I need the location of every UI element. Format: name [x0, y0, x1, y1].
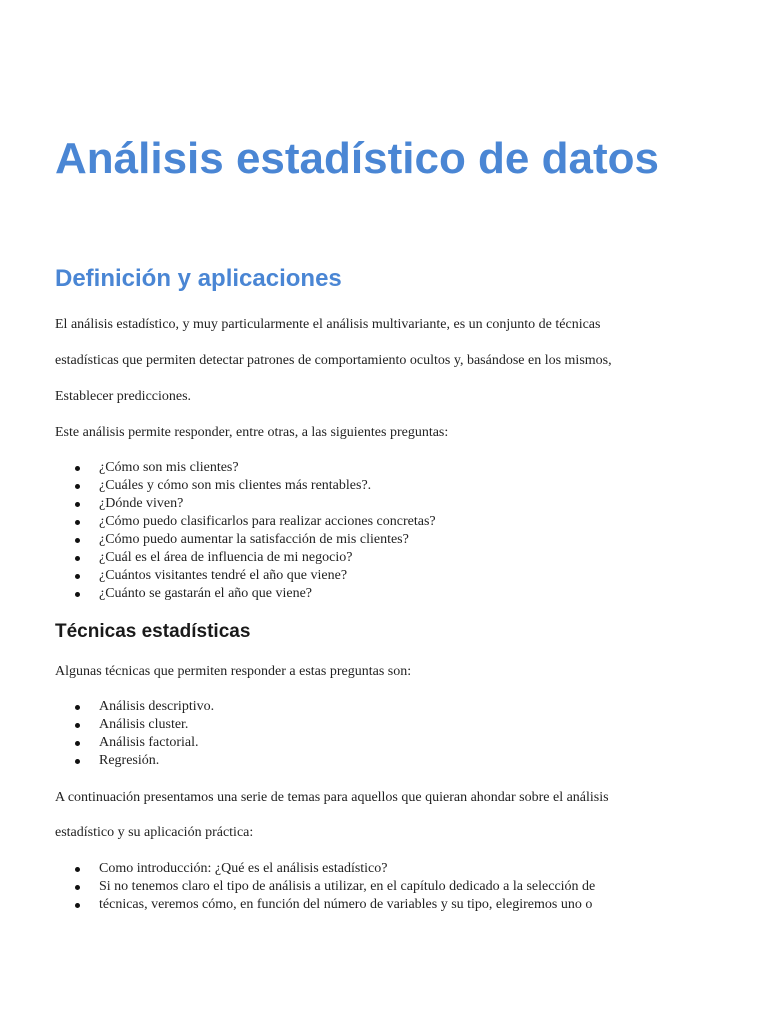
list-item-text: Análisis factorial.: [99, 735, 199, 750]
questions-intro: Este análisis permite responder, entre otras, a las siguientes preguntas:: [55, 425, 449, 440]
bullet-icon: [75, 705, 80, 710]
bullet-icon: [75, 556, 80, 561]
list-item: [55, 734, 214, 752]
topics-list: [55, 860, 595, 914]
list-item: [55, 459, 436, 477]
list-item: [55, 878, 595, 896]
bullet-icon: [75, 592, 80, 597]
list-item-text: ¿Cuáles y cómo son mis clientes más rentables?.: [99, 478, 372, 493]
questions-list: [55, 459, 436, 603]
list-item: [55, 896, 595, 914]
techniques-list: [55, 698, 214, 770]
bullet-icon: [75, 723, 80, 728]
bullet-icon: [75, 903, 80, 908]
list-item-text: Si no tenemos claro el tipo de análisis a utilizar, en el capítulo dedicado a la selección de: [99, 879, 596, 894]
list-item: [55, 716, 214, 734]
techniques-intro: Algunas técnicas que permiten responder a estas preguntas son:: [55, 664, 412, 679]
list-item-text: ¿Cuánto se gastarán el año que viene?: [99, 586, 313, 601]
paragraph-line: estadísticas que permiten detectar patrones de comportamiento ocultos y, basándose en los mismos,: [55, 353, 612, 368]
section-heading-definicion: Definición y aplicaciones: [55, 265, 342, 292]
bullet-icon: [75, 520, 80, 525]
list-item-text: Análisis cluster.: [99, 717, 189, 732]
bullet-icon: [75, 538, 80, 543]
bullet-icon: [75, 885, 80, 890]
list-item: [55, 549, 436, 567]
list-item-text: ¿Cuántos visitantes tendré el año que viene?: [99, 568, 348, 583]
list-item-text: Como introducción: ¿Qué es el análisis estadístico?: [99, 861, 388, 876]
bullet-icon: [75, 502, 80, 507]
paragraph-line: Establecer predicciones.: [55, 389, 192, 404]
list-item: [55, 495, 436, 513]
list-item-text: Regresión.: [99, 753, 160, 768]
list-item: [55, 531, 436, 549]
list-item: [55, 585, 436, 603]
bullet-icon: [75, 574, 80, 579]
list-item: [55, 698, 214, 716]
list-item-text: ¿Cómo son mis clientes?: [99, 460, 239, 475]
list-item: [55, 477, 436, 495]
bullet-icon: [75, 867, 80, 872]
list-item-text: Análisis descriptivo.: [99, 699, 215, 714]
list-item: [55, 513, 436, 531]
page-title: Análisis estadístico de datos: [55, 134, 659, 183]
list-item-text: ¿Cómo puedo aumentar la satisfacción de mis clientes?: [99, 532, 409, 547]
list-item-text: ¿Dónde viven?: [99, 496, 184, 511]
section-heading-tecnicas: Técnicas estadísticas: [55, 621, 251, 642]
list-item: [55, 752, 214, 770]
paragraph-line: estadístico y su aplicación práctica:: [55, 825, 254, 840]
bullet-icon: [75, 759, 80, 764]
list-item: [55, 860, 595, 878]
bullet-icon: [75, 741, 80, 746]
bullet-icon: [75, 484, 80, 489]
list-item-text: ¿Cómo puedo clasificarlos para realizar acciones concretas?: [99, 514, 436, 529]
list-item: [55, 567, 436, 585]
list-item-text: ¿Cuál es el área de influencia de mi negocio?: [99, 550, 353, 565]
paragraph-line: El análisis estadístico, y muy particularmente el análisis multivariante, es un conjunto de técnicas: [55, 317, 601, 332]
list-item-text: técnicas, veremos cómo, en función del número de variables y su tipo, elegiremos uno o: [99, 897, 593, 912]
bullet-icon: [75, 466, 80, 471]
paragraph-line: A continuación presentamos una serie de temas para aquellos que quieran ahondar sobre el análisis: [55, 790, 609, 805]
